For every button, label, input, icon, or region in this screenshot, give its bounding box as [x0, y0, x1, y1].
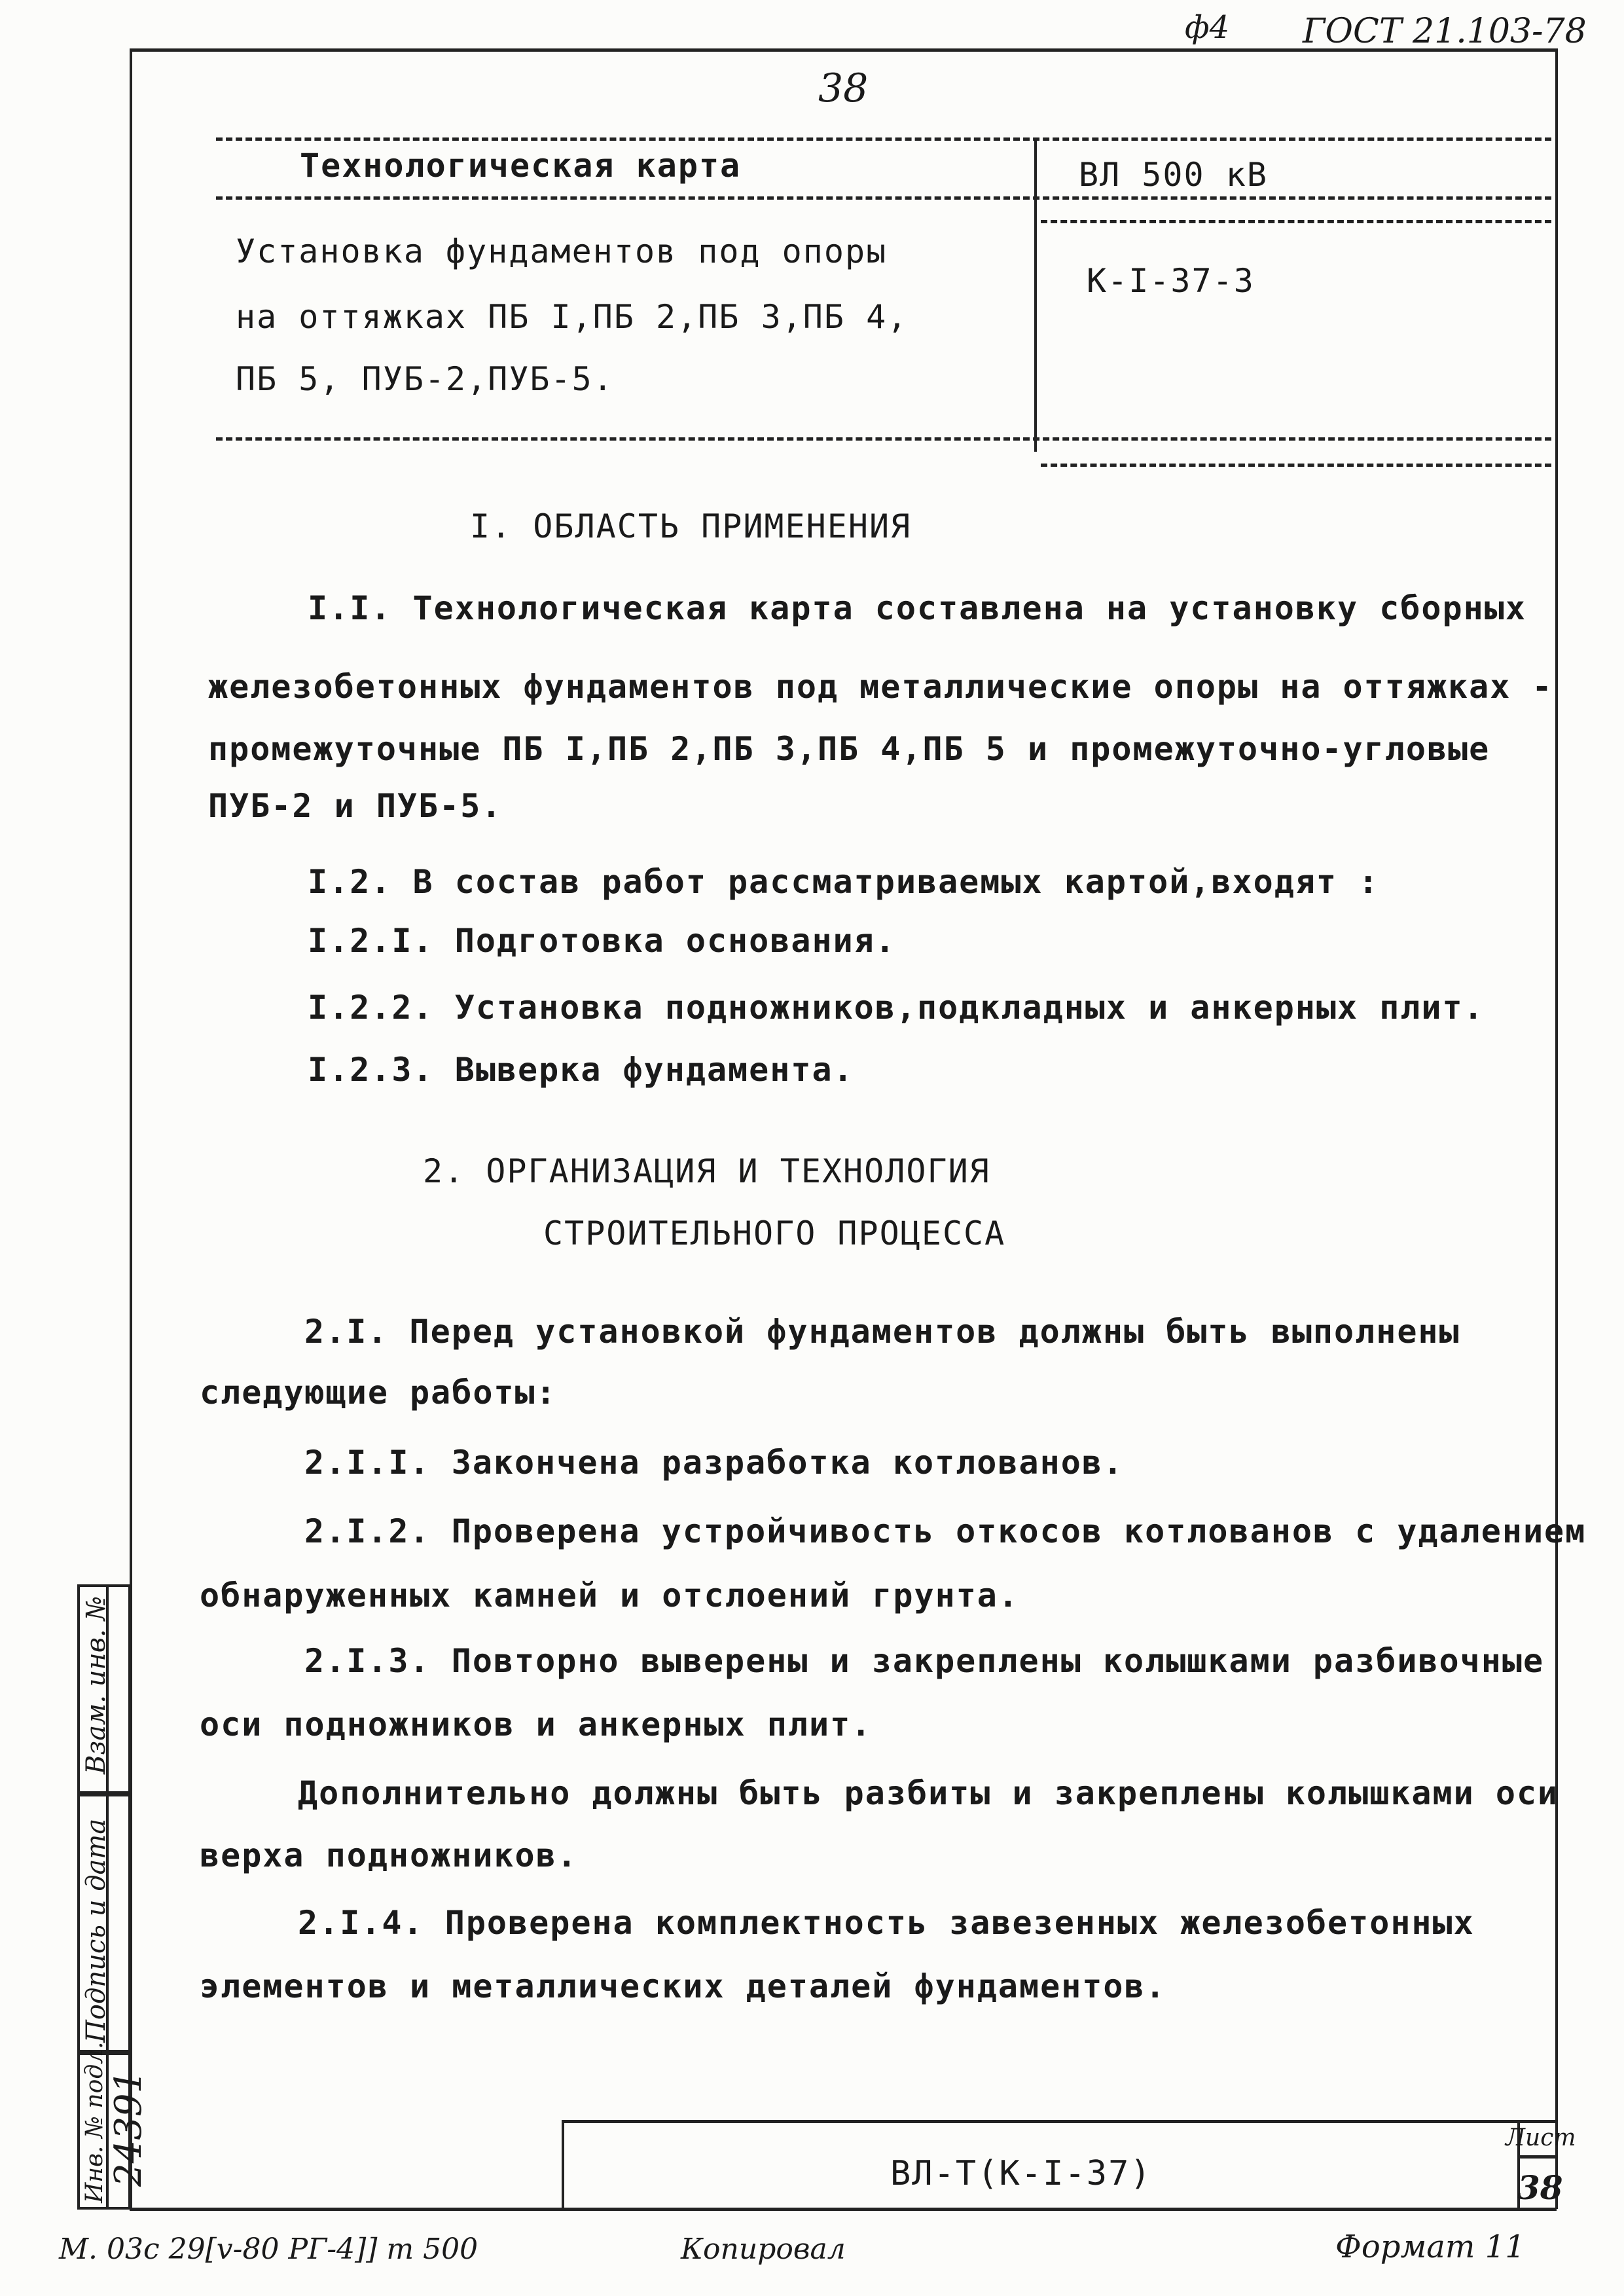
header-dash-2 [216, 196, 1551, 200]
frame-bottom [130, 2208, 1557, 2211]
section1-line: железобетонных фундаментов под металлические опоры на оттяжках - [208, 668, 1553, 706]
header-voltage: ВЛ 500 кВ [1079, 156, 1268, 194]
section2-line: элементов и металлических деталей фундаментов. [200, 1967, 1166, 2005]
header-divider [1034, 137, 1037, 452]
section2-line: 2.I.2. Проверена устройчивость откосов котлованов с удалением [304, 1512, 1587, 1550]
section2-line: 2.I. Перед установкой фундаментов должны быть выполнены [304, 1313, 1460, 1351]
header-doc-type: Технологическая карта [300, 147, 742, 185]
section2-line: следующие работы: [200, 1374, 557, 1412]
header-dash-2b [1041, 220, 1551, 223]
header-dash-3 [216, 437, 1551, 441]
header-title-line-1: Установка фундаментов под опоры [236, 232, 888, 270]
bottom-note-middle: Копировал [681, 2232, 846, 2266]
section2-heading-line-1: 2. ОРГАНИЗАЦИЯ И ТЕХНОЛОГИЯ [423, 1152, 990, 1190]
header-code: К-I-37-3 [1087, 262, 1255, 300]
stamp-sheet-number: 38 [1517, 2168, 1563, 2207]
frame-right [1555, 48, 1558, 2209]
section1-heading: I. ОБЛАСТЬ ПРИМЕНЕНИЯ [470, 507, 912, 545]
section1-line: I.2.2. Установка подножников,подкладных и анкерных плит. [308, 989, 1485, 1027]
section2-line: 2.I.4. Проверена комплектность завезенных железобетонных [298, 1904, 1475, 1942]
bottom-note-right: Формат 11 [1335, 2229, 1525, 2265]
section2-line: обнаруженных камней и отслоений грунта. [200, 1576, 1019, 1614]
top-note-left: ф4 [1185, 9, 1230, 46]
side-label-vzam: Взам. инв. № [81, 1595, 111, 1774]
stamp-top-line [563, 2120, 1555, 2123]
section1-line: I.2. В состав работ рассматриваемых картой,входят : [308, 863, 1380, 901]
side-label-podpis: Подпись и дата [81, 1818, 111, 2043]
stamp-left-line [562, 2120, 564, 2209]
stamp-sheet-line [1517, 2155, 1555, 2159]
section2-line: Дополнительно должны быть разбиты и закреплены колышками оси [298, 1774, 1559, 1812]
stamp-sheet-label: Лист [1506, 2124, 1576, 2151]
section1-line: ПУБ-2 и ПУБ-5. [208, 787, 503, 825]
section2-line: оси подножников и анкерных плит. [200, 1705, 873, 1743]
frame-top [130, 48, 1557, 52]
bottom-note-left: М. 03с 29[v-80 РГ-4]] т 500 [59, 2232, 478, 2266]
side-label-inv: Инв. № подл. [81, 2041, 108, 2203]
section1-line: I.I. Технологическая карта составлена на установку сборных [308, 589, 1526, 627]
section2-line: верха подножников. [200, 1836, 578, 1874]
side-inv-number: 24391 [107, 2069, 150, 2187]
stamp-doc-code: ВЛ-Т(К-I-37) [890, 2154, 1152, 2193]
page-number-top: 38 [818, 65, 869, 111]
header-title-line-2: на оттяжках ПБ I,ПБ 2,ПБ 3,ПБ 4, [236, 298, 909, 336]
section1-line: I.2.I. Подготовка основания. [308, 922, 896, 960]
header-title-line-3: ПБ 5, ПУБ-2,ПУБ-5. [236, 360, 614, 398]
section2-heading-line-2: СТРОИТЕЛЬНОГО ПРОЦЕССА [543, 1214, 1006, 1252]
section2-line: 2.I.3. Повторно выверены и закреплены колышками разбивочные [304, 1642, 1545, 1680]
section1-line: промежуточные ПБ I,ПБ 2,ПБ 3,ПБ 4,ПБ 5 и промежуточно-угловые [208, 730, 1490, 768]
section2-line: 2.I.I. Закончена разработка котлованов. [304, 1444, 1124, 1482]
top-note-right: ГОСТ 21.103-78 [1303, 12, 1587, 51]
header-dash-1 [216, 137, 1551, 141]
header-dash-3b [1041, 464, 1551, 467]
section1-line: I.2.3. Выверка фундамента. [308, 1051, 854, 1089]
